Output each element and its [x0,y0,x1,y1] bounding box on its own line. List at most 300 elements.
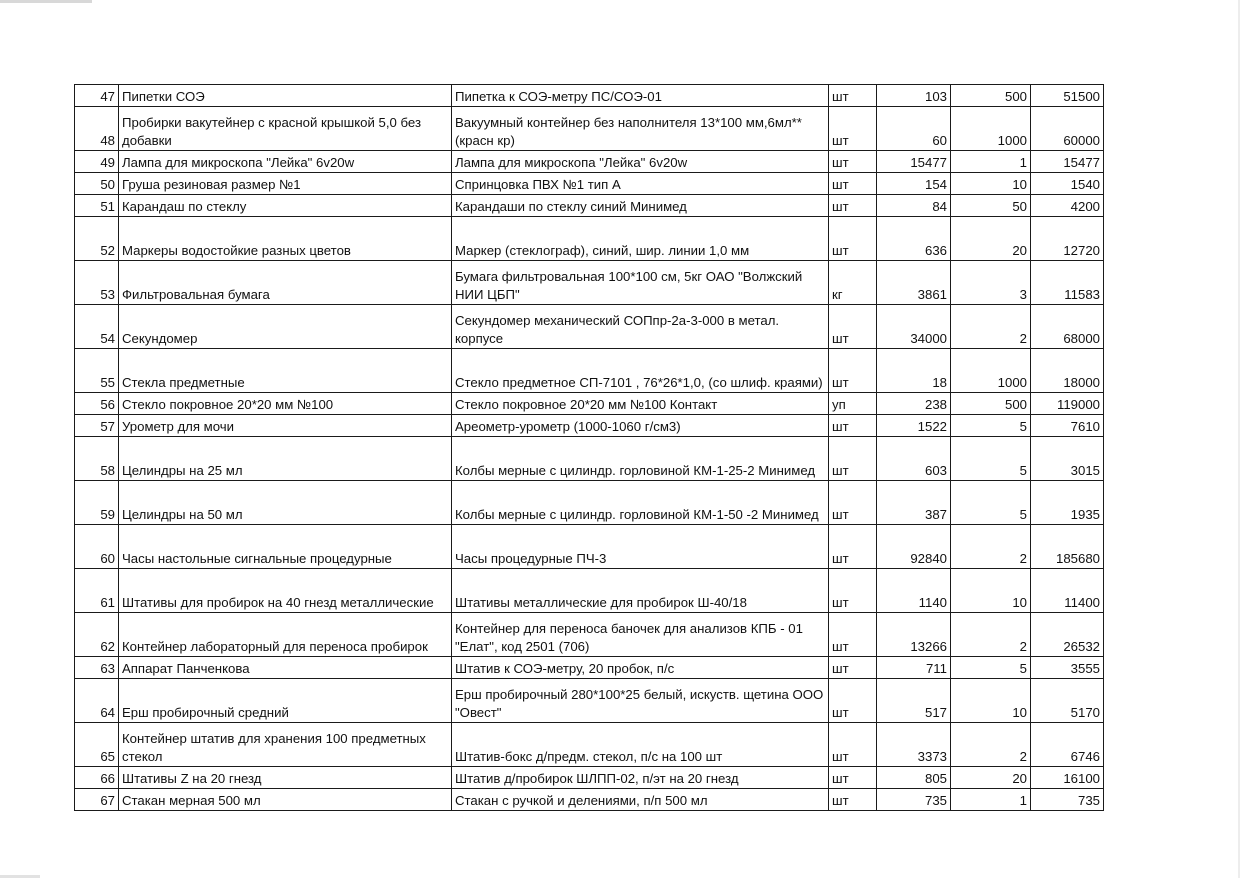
table-row [75,723,1104,767]
item-description: Спринцовка ПВХ №1 тип А [455,177,621,192]
item-description: Стекло предметное СП-7101 , 76*26*1,0, (со шлиф. краями) [455,375,823,390]
item-unit: шт [832,243,849,258]
item-quantity: 5 [1019,507,1027,522]
item-sum-cell [1031,151,1104,173]
item-unit-cell [829,305,877,349]
row-number-cell [75,437,119,481]
table-row [75,305,1104,349]
item-price: 805 [924,771,947,786]
item-unit: шт [832,177,849,192]
row-number: 47 [100,89,115,104]
item-description: Секундомер механический СОПпр-2а-3-000 в метал. корпусе [455,313,780,346]
item-price: 15477 [910,155,947,170]
item-name: Маркеры водостойкие разных цветов [122,243,351,258]
item-quantity: 500 [1004,397,1027,412]
item-quantity-cell [951,415,1031,437]
item-sum-cell [1031,173,1104,195]
item-unit: шт [832,639,849,654]
item-name-cell [119,481,452,525]
table-row [75,173,1104,195]
table-row [75,107,1104,151]
item-sum-cell [1031,393,1104,415]
table-row [75,437,1104,481]
item-sum-cell [1031,107,1104,151]
item-unit: шт [832,793,849,808]
item-unit-cell [829,85,877,107]
item-description-cell [452,481,829,525]
item-name-cell [119,415,452,437]
item-name: Пипетки СОЭ [122,89,205,104]
item-price: 92840 [910,551,947,566]
scan-edge-mark [0,0,92,3]
table-row [75,393,1104,415]
item-sum-cell [1031,349,1104,393]
item-unit: шт [832,331,849,346]
item-price: 387 [924,507,947,522]
item-sum-cell [1031,217,1104,261]
item-description-cell [452,767,829,789]
item-description: Часы процедурные ПЧ-3 [455,551,607,566]
item-description-cell [452,107,829,151]
item-price: 3373 [917,749,947,764]
item-sum-cell [1031,657,1104,679]
item-description: Стекло покровное 20*20 мм №100 Контакт [455,397,718,412]
item-price-cell [877,217,951,261]
item-name: Фильтровальная бумага [122,287,270,302]
item-unit-cell [829,173,877,195]
item-price-cell [877,85,951,107]
row-number-cell [75,789,119,811]
item-sum-cell [1031,481,1104,525]
row-number: 48 [100,133,115,148]
table-row [75,195,1104,217]
item-unit: шт [832,155,849,170]
item-name-cell [119,789,452,811]
item-price: 13266 [910,639,947,654]
item-name-cell [119,437,452,481]
item-quantity: 5 [1019,661,1027,676]
item-unit: шт [832,419,849,434]
item-sum: 6746 [1070,749,1100,764]
item-description: Штатив к СОЭ-метру, 20 пробок, п/с [455,661,675,676]
table-row [75,613,1104,657]
item-quantity-cell [951,173,1031,195]
item-name-cell [119,569,452,613]
item-name: Контейнер штатив для хранения 100 предметных стекол [122,731,426,764]
row-number: 54 [100,331,115,346]
item-quantity-cell [951,613,1031,657]
item-unit: шт [832,133,849,148]
row-number: 57 [100,419,115,434]
item-description-cell [452,569,829,613]
item-description-cell [452,657,829,679]
item-description: Штативы металлические для пробирок Ш-40/18 [455,595,747,610]
item-name-cell [119,525,452,569]
item-unit: шт [832,89,849,104]
table-row [75,657,1104,679]
table-row [75,679,1104,723]
row-number: 55 [100,375,115,390]
item-quantity-cell [951,393,1031,415]
item-description-cell [452,151,829,173]
item-quantity-cell [951,107,1031,151]
item-quantity: 3 [1019,287,1027,302]
item-sum: 26532 [1063,639,1100,654]
item-quantity: 500 [1004,89,1027,104]
item-quantity: 20 [1012,771,1027,786]
item-quantity-cell [951,767,1031,789]
row-number: 56 [100,397,115,412]
row-number: 67 [100,793,115,808]
item-price-cell [877,481,951,525]
item-quantity: 1000 [997,375,1027,390]
item-name-cell [119,195,452,217]
item-price: 603 [924,463,947,478]
item-description-cell [452,415,829,437]
item-quantity: 1 [1019,155,1027,170]
item-unit: шт [832,771,849,786]
item-quantity-cell [951,679,1031,723]
row-number: 50 [100,177,115,192]
row-number-cell [75,261,119,305]
item-quantity-cell [951,217,1031,261]
item-name: Контейнер лабораторный для переноса пробирок [122,639,428,654]
item-unit-cell [829,437,877,481]
item-description-cell [452,85,829,107]
item-name: Стакан мерная 500 мл [122,793,261,808]
item-name: Пробирки вакутейнер с красной крышкой 5,0 без добавки [122,115,421,148]
table-row [75,525,1104,569]
item-quantity-cell [951,569,1031,613]
item-sum: 15477 [1063,155,1100,170]
item-price-cell [877,657,951,679]
item-quantity-cell [951,305,1031,349]
item-price-cell [877,613,951,657]
row-number-cell [75,767,119,789]
item-name-cell [119,85,452,107]
item-unit-cell [829,415,877,437]
item-sum: 18000 [1063,375,1100,390]
row-number-cell [75,349,119,393]
item-name: Урометр для мочи [122,419,234,434]
item-quantity: 2 [1019,749,1027,764]
item-price: 711 [925,661,947,676]
item-name: Карандаш по стеклу [122,199,247,214]
item-quantity: 10 [1012,705,1027,720]
item-sum-cell [1031,679,1104,723]
item-price: 3861 [917,287,947,302]
row-number-cell [75,657,119,679]
item-description: Колбы мерные с цилиндр. горловиной КМ-1-50 -2 Минимед [455,507,819,522]
item-price-cell [877,305,951,349]
items-table [74,84,1104,811]
item-unit: шт [832,595,849,610]
item-price-cell [877,437,951,481]
row-number-cell [75,173,119,195]
item-sum: 60000 [1063,133,1100,148]
item-description-cell [452,613,829,657]
item-unit-cell [829,613,877,657]
table-row [75,261,1104,305]
item-name: Секундомер [122,331,198,346]
item-price: 154 [924,177,947,192]
item-sum: 735 [1077,793,1100,808]
item-quantity: 5 [1019,419,1027,434]
item-sum: 3015 [1070,463,1100,478]
item-description: Контейнер для переноса баночек для анализов КПБ - 01 "Елат", код 2501 (706) [455,621,803,654]
item-unit: шт [832,705,849,720]
item-sum: 11400 [1064,595,1100,610]
item-sum-cell [1031,195,1104,217]
item-price: 60 [932,133,947,148]
row-number: 58 [100,463,115,478]
item-quantity: 50 [1012,199,1027,214]
item-quantity: 2 [1019,551,1027,566]
item-sum: 51500 [1063,89,1100,104]
row-number: 65 [100,749,115,764]
row-number: 51 [100,199,115,214]
item-sum: 3555 [1070,661,1100,676]
item-sum: 4200 [1070,199,1100,214]
item-sum: 185680 [1055,551,1100,566]
item-description: Бумага фильтровальная 100*100 см, 5кг ОАО "Волжский НИИ ЦБП" [455,269,803,302]
item-price: 1140 [918,595,947,610]
item-unit-cell [829,525,877,569]
item-description-cell [452,261,829,305]
item-quantity: 2 [1019,331,1027,346]
item-price-cell [877,261,951,305]
item-sum: 16100 [1063,771,1100,786]
item-name: Лампа для микроскопа "Лейка" 6v20w [122,155,355,170]
item-quantity-cell [951,85,1031,107]
item-quantity-cell [951,723,1031,767]
row-number: 60 [100,551,115,566]
row-number-cell [75,569,119,613]
item-price: 18 [932,375,947,390]
item-quantity: 5 [1019,463,1027,478]
row-number: 66 [100,771,115,786]
item-name-cell [119,767,452,789]
item-description: Колбы мерные с цилиндр. горловиной КМ-1-25-2 Минимед [455,463,816,478]
item-sum-cell [1031,569,1104,613]
item-price: 636 [924,243,947,258]
row-number-cell [75,85,119,107]
item-description: Штатив д/пробирок ШЛПП-02, п/эт на 20 гнезд [455,771,739,786]
item-price-cell [877,569,951,613]
item-quantity-cell [951,481,1031,525]
item-unit-cell [829,261,877,305]
item-unit: кг [832,287,843,302]
item-description-cell [452,393,829,415]
item-name: Аппарат Панченкова [122,661,250,676]
item-name-cell [119,261,452,305]
item-price-cell [877,525,951,569]
item-name: Целиндры на 25 мл [122,463,243,478]
table-row [75,569,1104,613]
item-quantity-cell [951,349,1031,393]
item-name-cell [119,613,452,657]
table-row [75,415,1104,437]
item-sum: 7610 [1070,419,1100,434]
item-description-cell [452,217,829,261]
row-number: 53 [100,287,115,302]
item-sum-cell [1031,415,1104,437]
item-price-cell [877,349,951,393]
item-price-cell [877,789,951,811]
item-unit-cell [829,569,877,613]
item-sum-cell [1031,723,1104,767]
item-name-cell [119,679,452,723]
table-row [75,85,1104,107]
row-number-cell [75,613,119,657]
item-description: Вакуумный контейнер без наполнителя 13*100 мм,6мл** (красн кр) [455,115,802,148]
item-sum: 11583 [1064,287,1100,302]
item-name: Штативы Z на 20 гнезд [122,771,262,786]
item-price-cell [877,679,951,723]
row-number-cell [75,107,119,151]
item-name-cell [119,305,452,349]
item-price: 84 [932,199,947,214]
item-description-cell [452,679,829,723]
item-quantity: 1000 [997,133,1027,148]
item-price-cell [877,151,951,173]
item-unit-cell [829,679,877,723]
item-name-cell [119,723,452,767]
row-number-cell [75,723,119,767]
item-description-cell [452,173,829,195]
row-number-cell [75,305,119,349]
row-number: 63 [100,661,115,676]
row-number-cell [75,525,119,569]
item-description-cell [452,437,829,481]
item-quantity: 10 [1012,177,1027,192]
item-unit: уп [832,397,846,412]
row-number-cell [75,393,119,415]
item-sum: 12720 [1063,243,1100,258]
item-name: Стекло покровное 20*20 мм №100 [122,397,334,412]
item-name-cell [119,349,452,393]
item-unit: шт [832,551,849,566]
item-price: 735 [924,793,947,808]
item-description: Ареометр-урометр (1000-1060 г/см3) [455,419,681,434]
item-price: 1522 [917,419,947,434]
item-description-cell [452,723,829,767]
item-name-cell [119,107,452,151]
item-unit-cell [829,107,877,151]
item-price: 103 [924,89,947,104]
item-sum-cell [1031,437,1104,481]
item-name: Штативы для пробирок на 40 гнезд металлические [122,595,434,610]
item-sum: 119000 [1056,397,1100,412]
item-unit: шт [832,661,849,676]
item-price-cell [877,723,951,767]
item-unit-cell [829,393,877,415]
item-name: Стекла предметные [122,375,245,390]
item-description: Ерш пробирочный 280*100*25 белый, искуств. щетина ООО "Овест" [455,687,824,720]
item-price: 34000 [910,331,947,346]
item-unit-cell [829,349,877,393]
item-unit: шт [832,199,849,214]
table-row [75,767,1104,789]
item-quantity: 2 [1019,639,1027,654]
item-quantity-cell [951,437,1031,481]
item-unit-cell [829,789,877,811]
item-price: 517 [924,705,947,720]
row-number: 59 [100,507,115,522]
item-price-cell [877,393,951,415]
item-unit-cell [829,195,877,217]
item-description-cell [452,349,829,393]
item-unit-cell [829,767,877,789]
item-unit: шт [832,749,849,764]
item-sum: 68000 [1063,331,1100,346]
item-name-cell [119,151,452,173]
row-number-cell [75,217,119,261]
item-description-cell [452,789,829,811]
item-unit-cell [829,217,877,261]
row-number: 52 [100,243,115,258]
item-description: Маркер (стеклограф), синий, шир. линии 1,0 мм [455,243,750,258]
item-name: Ерш пробирочный средний [122,705,289,720]
item-description: Лампа для микроскопа "Лейка" 6v20w [455,155,688,170]
item-price-cell [877,415,951,437]
table-row [75,789,1104,811]
item-price-cell [877,767,951,789]
item-quantity-cell [951,525,1031,569]
item-price-cell [877,195,951,217]
row-number-cell [75,415,119,437]
table-row [75,481,1104,525]
table-row [75,217,1104,261]
item-unit: шт [832,375,849,390]
item-sum-cell [1031,525,1104,569]
row-number: 49 [100,155,115,170]
item-description: Пипетка к СОЭ-метру ПС/СОЭ-01 [455,89,662,104]
item-name: Груша резиновая размер №1 [122,177,301,192]
table-row [75,151,1104,173]
item-description-cell [452,525,829,569]
item-description-cell [452,305,829,349]
item-name: Целиндры на 50 мл [122,507,243,522]
item-description-cell [452,195,829,217]
item-sum-cell [1031,85,1104,107]
item-quantity-cell [951,195,1031,217]
item-sum: 1540 [1070,177,1100,192]
item-price-cell [877,173,951,195]
item-quantity-cell [951,261,1031,305]
table-row [75,349,1104,393]
item-sum: 1935 [1070,507,1100,522]
row-number: 61 [100,595,115,610]
item-name-cell [119,217,452,261]
row-number: 64 [100,705,115,720]
item-quantity: 10 [1012,595,1027,610]
row-number-cell [75,151,119,173]
item-description: Стакан с ручкой и делениями, п/п 500 мл [455,793,708,808]
item-quantity-cell [951,657,1031,679]
item-sum-cell [1031,305,1104,349]
item-unit-cell [829,151,877,173]
row-number: 62 [100,639,115,654]
item-unit: шт [832,507,849,522]
item-name-cell [119,657,452,679]
item-description: Карандаши по стеклу синий Минимед [455,199,687,214]
row-number-cell [75,481,119,525]
item-unit-cell [829,657,877,679]
item-unit: шт [832,463,849,478]
item-quantity: 1 [1019,793,1027,808]
item-description: Штатив-бокс д/предм. стекол, п/с на 100 шт [455,749,723,764]
